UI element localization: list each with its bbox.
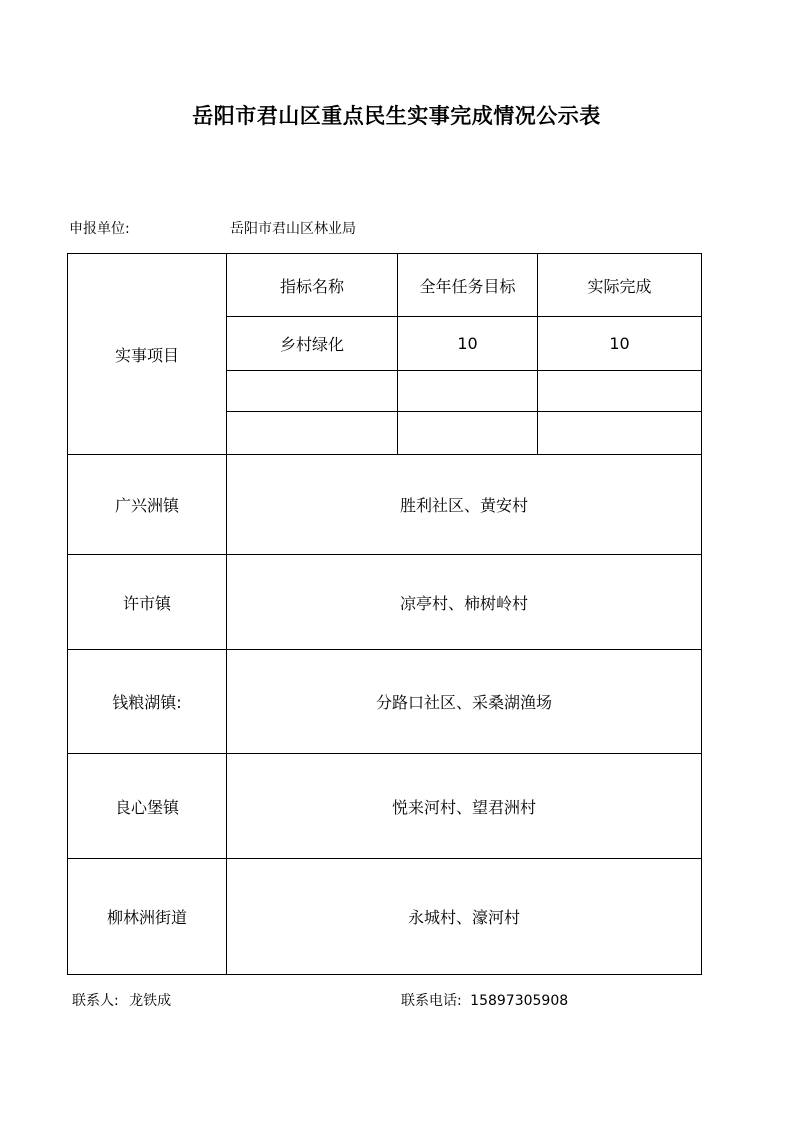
town-name-cell: 柳林洲街道 [68, 859, 227, 975]
indicator-name-cell [227, 371, 398, 412]
annual-target-cell [398, 371, 538, 412]
town-name-cell: 良心堡镇 [68, 754, 227, 859]
table-header-row [68, 254, 702, 317]
contact-phone [401, 990, 568, 1010]
phone-label: 联系电话: [401, 993, 462, 1009]
header-actual-completion: 实际完成 [538, 254, 702, 317]
header-annual-target: 全年任务目标 [398, 254, 538, 317]
report-unit-label: 申报单位: [69, 221, 130, 237]
actual-completion-cell [538, 371, 702, 412]
contact-name: 龙铁成 [129, 993, 172, 1009]
town-villages-cell: 分路口社区、采桑湖渔场 [227, 650, 702, 754]
town-row [68, 455, 702, 555]
annual-target-cell: 10 [398, 317, 538, 371]
town-row [68, 859, 702, 975]
town-row [68, 650, 702, 754]
project-label-cell: 实事项目 [68, 254, 227, 455]
town-row [68, 555, 702, 650]
annual-target-cell [398, 412, 538, 455]
town-row [68, 754, 702, 859]
town-villages-cell: 永城村、濠河村 [227, 859, 702, 975]
town-name-cell: 许市镇 [68, 555, 227, 650]
town-villages-cell: 悦来河村、望君洲村 [227, 754, 702, 859]
contact-label: 联系人: [72, 993, 119, 1009]
indicator-name-cell [227, 412, 398, 455]
indicator-name-cell: 乡村绿化 [227, 317, 398, 371]
header-indicator-name: 指标名称 [227, 254, 398, 317]
contact-person [72, 990, 171, 1010]
actual-completion-cell [538, 412, 702, 455]
town-name-cell: 钱粮湖镇: [68, 650, 227, 754]
report-unit-value: 岳阳市君山区林业局 [230, 221, 356, 237]
town-name-cell: 广兴洲镇 [68, 455, 227, 555]
public-notice-table [67, 253, 702, 975]
town-villages-cell: 凉亭村、柿树岭村 [227, 555, 702, 650]
town-villages-cell: 胜利社区、黄安村 [227, 455, 702, 555]
actual-completion-cell: 10 [538, 317, 702, 371]
page-title: 岳阳市君山区重点民生实事完成情况公示表 [192, 104, 601, 128]
phone-number: 15897305908 [470, 993, 569, 1009]
